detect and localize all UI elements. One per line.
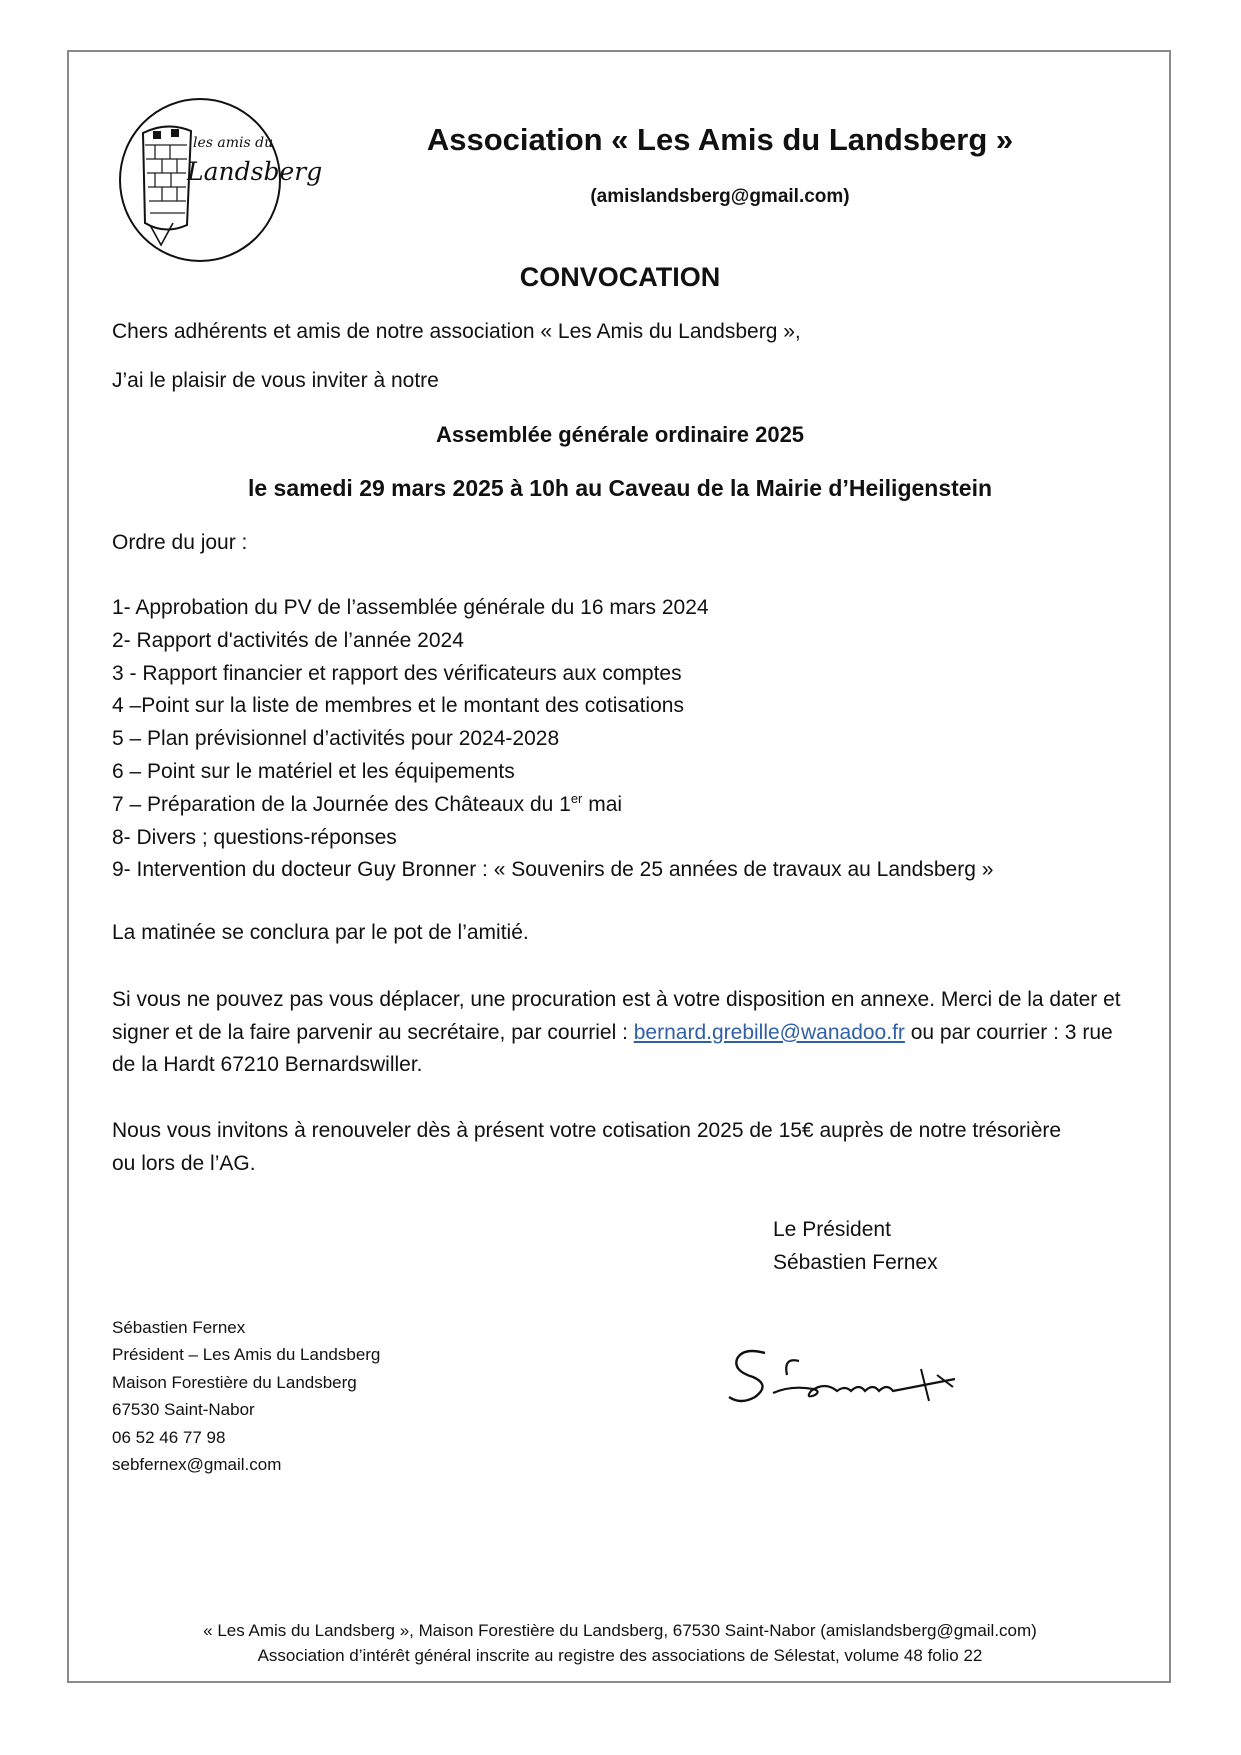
signoff-name: Sébastien Fernex (773, 1251, 938, 1274)
agenda-item-7-tail: mai (582, 792, 623, 816)
footer-line-2: Association d’intérêt général inscrite au registre des associations de Sélestat, volume 48 folio 22 (257, 1646, 983, 1665)
signoff (773, 1213, 938, 1279)
secretary-email-link[interactable]: bernard.grebille@wanadoo.fr (633, 1020, 905, 1044)
intro-line: J’ai le plaisir de vous inviter à notre (112, 369, 439, 392)
agenda-item: 1- Approbation du PV de l’assemblée générale du 16 mars 2024 (112, 596, 709, 619)
agenda-item-7-main: 7 – Préparation de la Journée des Châteaux du 1 (112, 792, 571, 816)
dues-paragraph: Nous vous invitons à renouveler dès à présent votre cotisation 2025 de 15€ auprès de notre trésorière ou lors de l’AG. (112, 1119, 1062, 1175)
signoff-role: Le Président (773, 1218, 891, 1241)
ordinal-superscript: er (570, 790, 583, 806)
logo-text-big: Landsberg (187, 157, 323, 186)
agenda-item: 4 –Point sur la liste de membres et le montant des cotisations (112, 694, 684, 718)
proxy-paragraph (112, 984, 1122, 1082)
agenda-item: 2- Rapport d'activités de l’année 2024 (112, 628, 464, 652)
closing-line: La matinée se conclura par le pot de l’amitié. (112, 921, 529, 944)
contact-role: Président – Les Amis du Landsberg (112, 1345, 381, 1365)
contact-phone: 06 52 46 77 98 (112, 1427, 226, 1447)
proxy-text-1: Si vous ne pouvez pas vous déplacer, une procuration est à votre disposition en annexe. Merci de la dater et signer et de la faire parvenir au secrétaire, par courriel : (112, 988, 1121, 1044)
event-title: Assemblée générale ordinaire 2025 (435, 422, 805, 447)
agenda-item: 6 – Point sur le matériel et les équipements (112, 759, 515, 783)
handwritten-signature (725, 1345, 965, 1415)
contact-name: Sébastien Fernex (112, 1318, 246, 1337)
salutation: Chers adhérents et amis de notre association « Les Amis du Landsberg », (112, 320, 801, 343)
event-details: le samedi 29 mars 2025 à 10h au Caveau de la Mairie d’Heiligenstein (247, 475, 993, 501)
agenda-item: 3 - Rapport financier et rapport des vérificateurs aux comptes (112, 661, 682, 685)
agenda-list (112, 592, 993, 887)
agenda-item: 5 – Plan prévisionnel d’activités pour 2024-2028 (112, 727, 560, 751)
agenda-item: 9- Intervention du docteur Guy Bronner : « Souvenirs de 25 années de travaux au Landsberg » (112, 858, 994, 882)
association-logo (115, 95, 323, 265)
contact-block (112, 1314, 380, 1478)
agenda-item: 8- Divers ; questions-réponses (112, 825, 397, 849)
agenda-item (112, 789, 993, 822)
association-email: (amislandsberg@gmail.com) (590, 186, 850, 207)
contact-address-1: Maison Forestière du Landsberg (112, 1372, 357, 1392)
document-heading: CONVOCATION (519, 262, 721, 292)
proxy-text-2: ou par courrier : 3 rue de la Hardt 67210 Bernardswiller. (112, 1020, 1113, 1076)
logo-text-small: les amis du (193, 135, 274, 151)
agenda-label: Ordre du jour : (112, 531, 248, 554)
association-title: Association « Les Amis du Landsberg » (426, 122, 1014, 157)
footer-line-1: « Les Amis du Landsberg », Maison Forestière du Landsberg, 67530 Saint-Nabor (amislandsberg@gmail.com) (203, 1621, 1037, 1640)
contact-email: sebfernex@gmail.com (112, 1455, 282, 1475)
contact-address-2: 67530 Saint-Nabor (112, 1400, 255, 1420)
